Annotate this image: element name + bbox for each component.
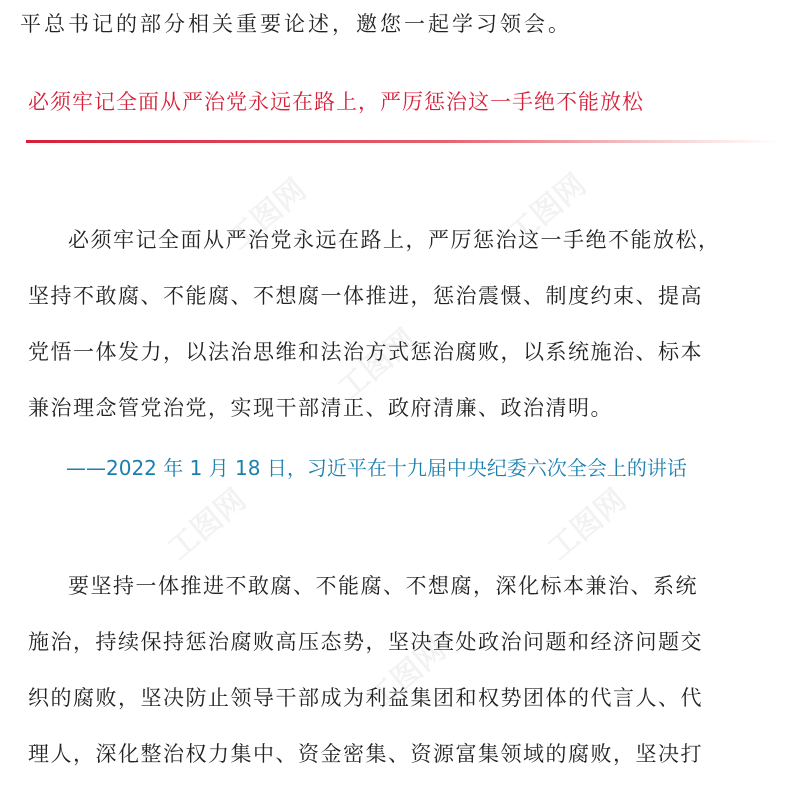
- intro-text: 平总书记的部分相关重要论述，邀您一起学习领会。: [20, 12, 572, 36]
- watermark: 工图网: [501, 167, 593, 253]
- section-headline: 必须牢记全面从严治党永远在路上，严厉惩治这一手绝不能放松: [28, 90, 644, 114]
- watermark: 工图网: [161, 482, 253, 568]
- watermark: 工图网: [361, 632, 453, 718]
- watermark: 工图网: [541, 482, 633, 568]
- watermark: 工图网: [331, 322, 423, 408]
- quote-1-line-4: 兼治理念管党治党，实现干部清正、政府清廉、政治清明。: [28, 396, 613, 420]
- quote-2-line-4: 理人，深化整治权力集中、资金密集、资源富集领域的腐败，坚决打: [28, 742, 703, 766]
- quote-2-line-2: 施治，持续保持惩治腐败高压态势，坚决查处政治问题和经济问题交: [28, 630, 703, 654]
- watermark: 工图网: [221, 172, 313, 258]
- quote-paragraph-1: [28, 212, 780, 436]
- quote-paragraph-2: [28, 558, 780, 782]
- quote-1-line-2: 坚持不敢腐、不能腐、不想腐一体推进，惩治震慑、制度约束、提高: [28, 284, 703, 308]
- quote-2-line-3: 织的腐败，坚决防止领导干部成为利益集团和权势团体的代言人、代: [28, 686, 703, 710]
- headline-divider: [26, 140, 778, 143]
- quote-1-line-3: 党悟一体发力，以法治思维和法治方式惩治腐败，以系统施治、标本: [28, 340, 703, 364]
- quote-source: ——2022 年 1 月 18 日，习近平在十九届中央纪委六次全会上的讲话: [66, 456, 687, 480]
- quote-2-line-1: 要坚持一体推进不敢腐、不能腐、不想腐，深化标本兼治、系统: [68, 574, 698, 598]
- quote-1-line-1: 必须牢记全面从严治党永远在路上，严厉惩治这一手绝不能放松，: [68, 228, 721, 252]
